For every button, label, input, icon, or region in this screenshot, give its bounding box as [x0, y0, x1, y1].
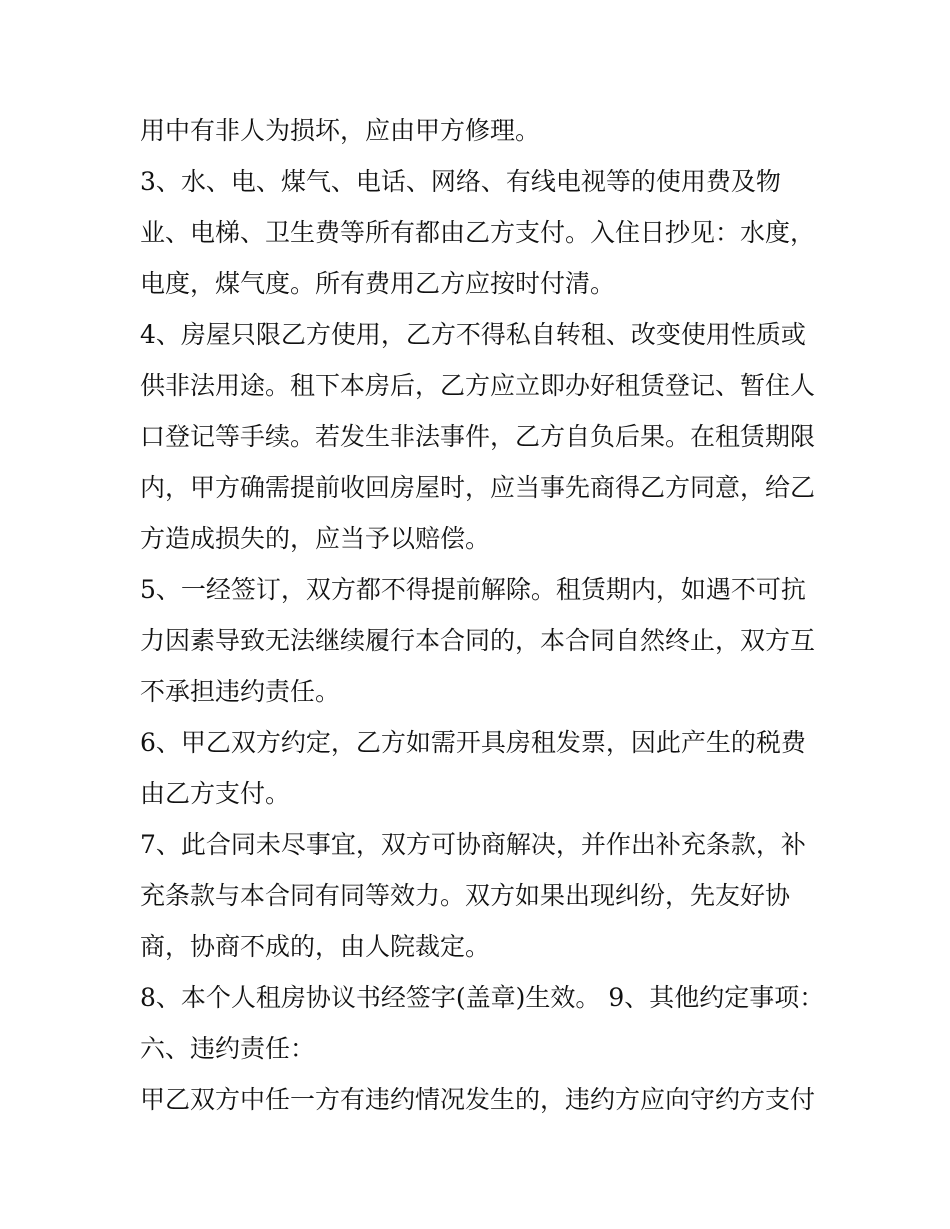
- text-line: 不承担违约责任。: [140, 677, 341, 706]
- text-line: 3、水、电、煤气、电话、网络、有线电视等的使用费及物: [140, 167, 781, 196]
- text-line: 4、房屋只限乙方使用，乙方不得私自转租、改变使用性质或: [140, 320, 806, 349]
- section-heading: 六、违约责任：: [140, 1034, 316, 1063]
- text-line: 电度，煤气度。所有费用乙方应按时付清。: [140, 269, 616, 298]
- text-line: 用中有非人为损坏，应由甲方修理。: [140, 116, 541, 145]
- text-line: 供非法用途。租下本房后，乙方应立即办好租赁登记、暂住人: [140, 371, 816, 400]
- text-line: 内，甲方确需提前收回房屋时，应当事先商得乙方同意，给乙: [140, 473, 816, 502]
- text-line: 口登记等手续。若发生非法事件，乙方自负后果。在租赁期限: [140, 422, 816, 451]
- text-line: 由乙方支付。: [140, 779, 291, 808]
- text-line: 甲乙双方中任一方有违约情况发生的，违约方应向守约方支付: [140, 1085, 816, 1114]
- text-line: 商，协商不成的，由人院裁定。: [140, 932, 491, 961]
- text-line: 8、本个人租房协议书经签字(盖章)生效。 9、其他约定事项：: [140, 983, 825, 1012]
- text-line: 5、一经签订，双方都不得提前解除。租赁期内，如遇不可抗: [140, 575, 806, 604]
- text-line: 充条款与本合同有同等效力。双方如果出现纠纷，先友好协: [140, 881, 791, 910]
- text-line: 力因素导致无法继续履行本合同的，本合同自然终止，双方互: [140, 626, 816, 655]
- text-line: 7、此合同未尽事宜，双方可协商解决，并作出补充条款，补: [140, 830, 806, 859]
- text-line: 方造成损失的，应当予以赔偿。: [140, 524, 491, 553]
- text-line: 6、甲乙双方约定，乙方如需开具房租发票，因此产生的税费: [140, 728, 806, 757]
- text-line: 业、电梯、卫生费等所有都由乙方支付。入住日抄见：水度，: [140, 218, 816, 247]
- contract-text: [140, 105, 825, 1125]
